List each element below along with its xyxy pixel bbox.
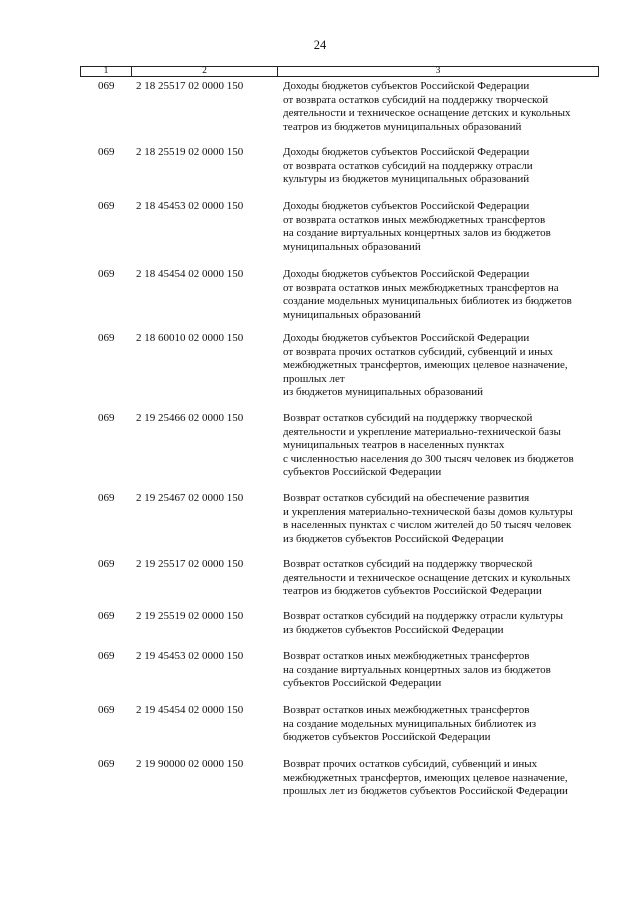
description-line: Возврат остатков иных межбюджетных трансфертов — [283, 704, 530, 716]
description-line: театров из бюджетов субъектов Российской Федерации — [283, 585, 542, 598]
income-description — [283, 704, 603, 745]
description-line: от возврата остатков субсидий на поддержку отрасли — [283, 159, 533, 172]
admin-code: 069 — [98, 412, 115, 424]
description-line: театров из бюджетов муниципальных образований — [283, 120, 522, 133]
admin-code: 069 — [98, 200, 115, 212]
income-description — [283, 80, 603, 134]
budget-classification-code: 2 19 25519 02 0000 150 — [136, 610, 244, 622]
budget-classification-code: 2 18 25517 02 0000 150 — [136, 80, 244, 92]
description-line: Возврат остатков субсидий на обеспечение развития — [283, 492, 530, 504]
description-line: Возврат остатков субсидий на поддержку отрасли культуры — [283, 610, 564, 622]
income-description — [283, 146, 603, 187]
description-line: муниципальных театров в населенных пунктах — [283, 439, 505, 452]
description-line: с численностью населения до 300 тысяч человек из бюджетов — [283, 452, 574, 465]
description-line: от возврата прочих остатков субсидий, субвенций и иных — [283, 345, 553, 358]
income-description — [283, 558, 603, 599]
description-line: Доходы бюджетов субъектов Российской Федерации — [283, 80, 530, 92]
header-col-2: 2 — [202, 66, 207, 76]
description-line: Возврат остатков иных межбюджетных трансфертов — [283, 650, 530, 662]
description-line: от возврата остатков иных межбюджетных трансфертов на — [283, 281, 559, 294]
budget-classification-code: 2 18 45453 02 0000 150 — [136, 200, 244, 212]
income-description — [283, 650, 603, 691]
income-description — [283, 492, 603, 546]
admin-code: 069 — [98, 610, 115, 622]
budget-classification-code: 2 19 45453 02 0000 150 — [136, 650, 244, 662]
budget-classification-code: 2 18 60010 02 0000 150 — [136, 332, 244, 344]
description-line: Доходы бюджетов субъектов Российской Федерации — [283, 200, 530, 212]
header-col-3: 3 — [435, 66, 441, 76]
budget-classification-code: 2 19 45454 02 0000 150 — [136, 704, 244, 716]
page-number: 24 — [313, 38, 327, 52]
description-line: культуры из бюджетов муниципальных образований — [283, 173, 530, 186]
admin-code: 069 — [98, 80, 115, 92]
description-line: межбюджетных трансфертов, имеющих целевое назначение, — [283, 771, 568, 784]
description-line: создание модельных муниципальных библиотек из бюджетов — [283, 295, 572, 308]
description-line: Доходы бюджетов субъектов Российской Федерации — [283, 332, 530, 344]
budget-classification-code: 2 19 25466 02 0000 150 — [136, 412, 244, 424]
description-line: Возврат прочих остатков субсидий, субвенций и иных — [283, 758, 538, 770]
admin-code: 069 — [98, 650, 115, 662]
description-line: на создание виртуальных концертных залов из бюджетов — [283, 227, 551, 240]
description-line: в населенных пунктах с числом жителей до 50 тысяч человек — [283, 519, 572, 532]
description-line: и укрепления материально-технической базы домов культуры — [283, 505, 573, 518]
description-line: муниципальных образований — [283, 308, 421, 321]
income-description — [283, 332, 603, 400]
income-description — [283, 268, 603, 322]
description-line: деятельности и техническое оснащение детских и кукольных — [283, 107, 571, 120]
description-line: прошлых лет из бюджетов субъектов Российской Федерации — [283, 785, 568, 798]
header-col-1: 1 — [103, 66, 109, 76]
description-line: межбюджетных трансфертов, имеющих целевое назначение, — [283, 359, 568, 372]
budget-classification-code: 2 19 25467 02 0000 150 — [136, 492, 244, 504]
description-line: бюджетов субъектов Российской Федерации — [283, 731, 491, 744]
admin-code: 069 — [98, 146, 115, 158]
description-line: прошлых лет — [283, 372, 345, 385]
income-description — [283, 758, 603, 799]
description-line: из бюджетов муниципальных образований — [283, 386, 484, 399]
description-line: из бюджетов субъектов Российской Федерации — [283, 623, 504, 636]
income-description — [283, 200, 603, 254]
description-line: деятельности и техническое оснащение детских и кукольных — [283, 571, 571, 584]
admin-code: 069 — [98, 332, 115, 344]
budget-classification-code: 2 18 45454 02 0000 150 — [136, 268, 244, 280]
description-line: от возврата остатков иных межбюджетных трансфертов — [283, 213, 546, 226]
admin-code: 069 — [98, 758, 115, 770]
admin-code: 069 — [98, 558, 115, 570]
description-line: деятельности и укрепление материально-технической базы — [283, 425, 561, 438]
description-line: на создание виртуальных концертных залов из бюджетов — [283, 663, 551, 676]
budget-classification-code: 2 19 90000 02 0000 150 — [136, 758, 244, 770]
budget-classification-code: 2 18 25519 02 0000 150 — [136, 146, 244, 158]
description-line: субъектов Российской Федерации — [283, 677, 442, 690]
description-line: из бюджетов субъектов Российской Федерации — [283, 532, 504, 545]
admin-code: 069 — [98, 268, 115, 280]
income-description — [283, 412, 603, 480]
description-line: от возврата остатков субсидий на поддержку творческой — [283, 93, 549, 106]
description-line: муниципальных образований — [283, 240, 421, 253]
admin-code: 069 — [98, 704, 115, 716]
description-line: на создание модельных муниципальных библиотек из — [283, 717, 537, 730]
description-line: Доходы бюджетов субъектов Российской Федерации — [283, 146, 530, 158]
table-header — [80, 66, 599, 77]
description-line: Доходы бюджетов субъектов Российской Федерации — [283, 268, 530, 280]
description-line: субъектов Российской Федерации — [283, 466, 442, 479]
admin-code: 069 — [98, 492, 115, 504]
description-line: Возврат остатков субсидий на поддержку творческой — [283, 558, 533, 570]
income-description — [283, 610, 603, 637]
budget-classification-code: 2 19 25517 02 0000 150 — [136, 558, 244, 570]
description-line: Возврат остатков субсидий на поддержку творческой — [283, 412, 533, 424]
